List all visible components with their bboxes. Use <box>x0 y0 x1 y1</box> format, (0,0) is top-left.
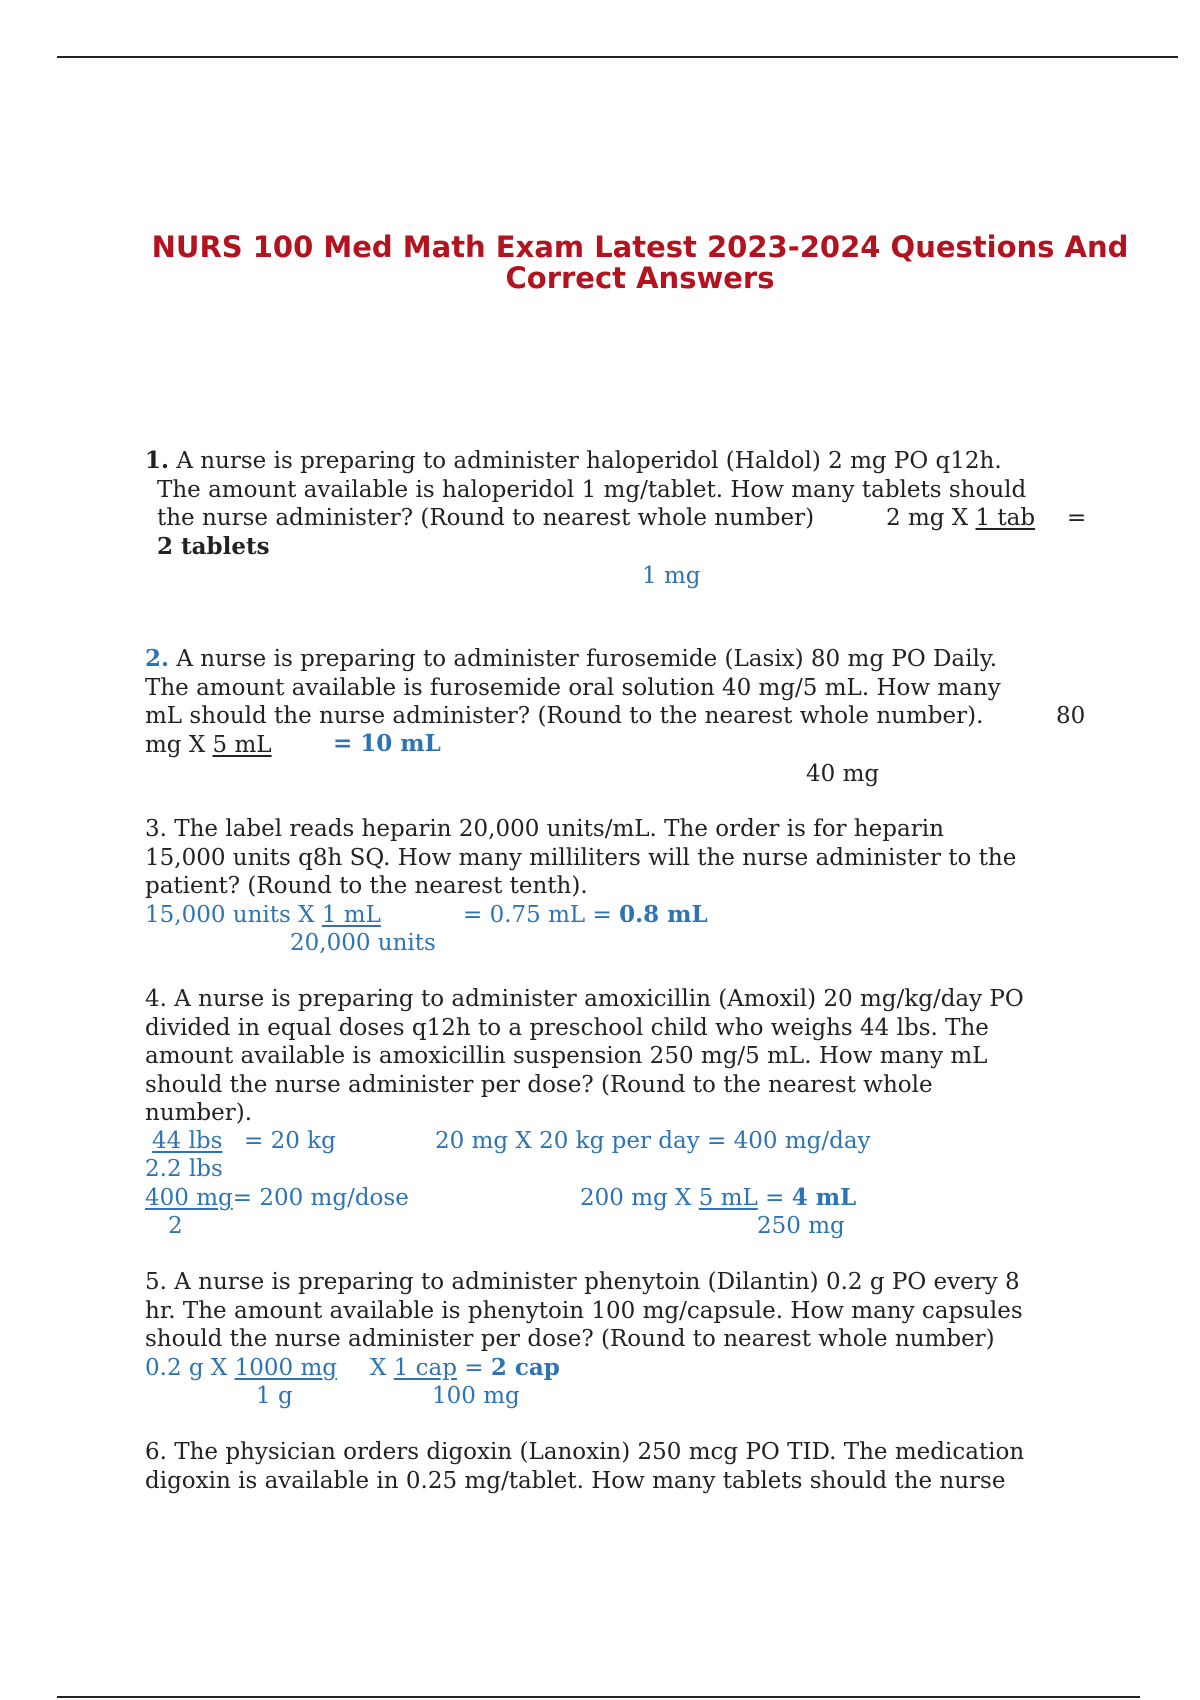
q3-denominator: 20,000 units <box>290 930 436 956</box>
question-number: 2. <box>145 645 170 672</box>
bottom-rule <box>57 1696 1140 1698</box>
answer: 4 mL <box>791 1184 857 1211</box>
q4-per-day: 20 mg X 20 kg per day = 400 mg/day <box>435 1128 871 1154</box>
question-5: 5. A nurse is preparing to administer phenytoin (Dilantin) 0.2 g PO every 8 hr. The amount available is phenytoin 100 mg/capsule. How many capsules should the nurse administer per dose? (Round to nearest whole number) <box>145 1269 1023 1352</box>
q2-denominator: 40 mg <box>806 761 880 787</box>
q5-calculation-b: X 1 cap = 2 cap <box>370 1354 560 1381</box>
question-number: 1. <box>145 447 170 474</box>
q1-equals: = <box>1067 505 1087 531</box>
q3-result: = 0.75 mL = 0.8 mL <box>463 901 708 928</box>
answer: 0.8 mL <box>619 901 708 928</box>
answer: 2 tablets <box>157 532 270 560</box>
page-title: NURS 100 Med Math Exam Latest 2023-2024 Questions And Correct Answers <box>151 230 1129 295</box>
question-4: 4. A nurse is preparing to administer amoxicillin (Amoxil) 20 mg/kg/day PO divided in equal doses q12h to a preschool child who weighs 44 lbs. The amount available is amoxicillin suspension 250 mg/5 mL. How many mL should the nurse administer per dose? (Round to the nearest whole number). <box>145 986 1024 1126</box>
top-rule <box>57 56 1178 58</box>
question-2: 2. A nurse is preparing to administer furosemide (Lasix) 80 mg PO Daily. The amount available is furosemide oral solution 40 mg/5 mL. How many mL should the nurse administer? (Round to the nearest whole number). mg X 5 mL <box>145 645 1001 758</box>
q4-dose-calc: 400 mg= 200 mg/dose <box>145 1185 409 1211</box>
question-6: 6. The physician orders digoxin (Lanoxin) 250 mcg PO TID. The medication digoxin is available in 0.25 mg/tablet. How many tablets should the nurse <box>145 1439 1025 1494</box>
q4-weight-numerator: 44 lbs <box>152 1128 223 1154</box>
answer: 2 cap <box>490 1354 560 1381</box>
question-1: 1. A nurse is preparing to administer haloperidol (Haldol) 2 mg PO q12h. The amount available is haloperidol 1 mg/tablet. How many tablets should the nurse administer? (Round to nearest whole number) 2 tablets <box>145 447 1027 560</box>
q4-final-calc: 200 mg X 5 mL = 4 mL <box>580 1184 857 1211</box>
q5-calculation: 0.2 g X 1000 mg <box>145 1355 337 1381</box>
question-text: A nurse is preparing to administer haloperidol (Haldol) 2 mg PO q12h. <box>169 448 1002 474</box>
q4-dose-denominator: 2 <box>168 1213 183 1239</box>
q2-line-tail: 80 <box>1056 703 1086 729</box>
q1-calculation: 2 mg X 1 tab <box>886 505 1036 531</box>
q4-weight-result: = 20 kg <box>244 1128 336 1154</box>
q5-denominator-1: 1 g <box>256 1383 293 1409</box>
q2-answer: = 10 mL <box>333 730 441 757</box>
q5-denominator-2: 100 mg <box>432 1383 520 1409</box>
q4-final-denominator: 250 mg <box>757 1213 845 1239</box>
question-3: 3. The label reads heparin 20,000 units/mL. The order is for heparin 15,000 units q8h SQ. How many milliliters will the nurse administer to the patient? (Round to the nearest tenth). <box>145 816 1017 899</box>
q3-calculation: 15,000 units X 1 mL <box>145 902 381 928</box>
q4-weight-denominator: 2.2 lbs <box>145 1156 223 1182</box>
q1-denominator: 1 mg <box>642 563 701 589</box>
